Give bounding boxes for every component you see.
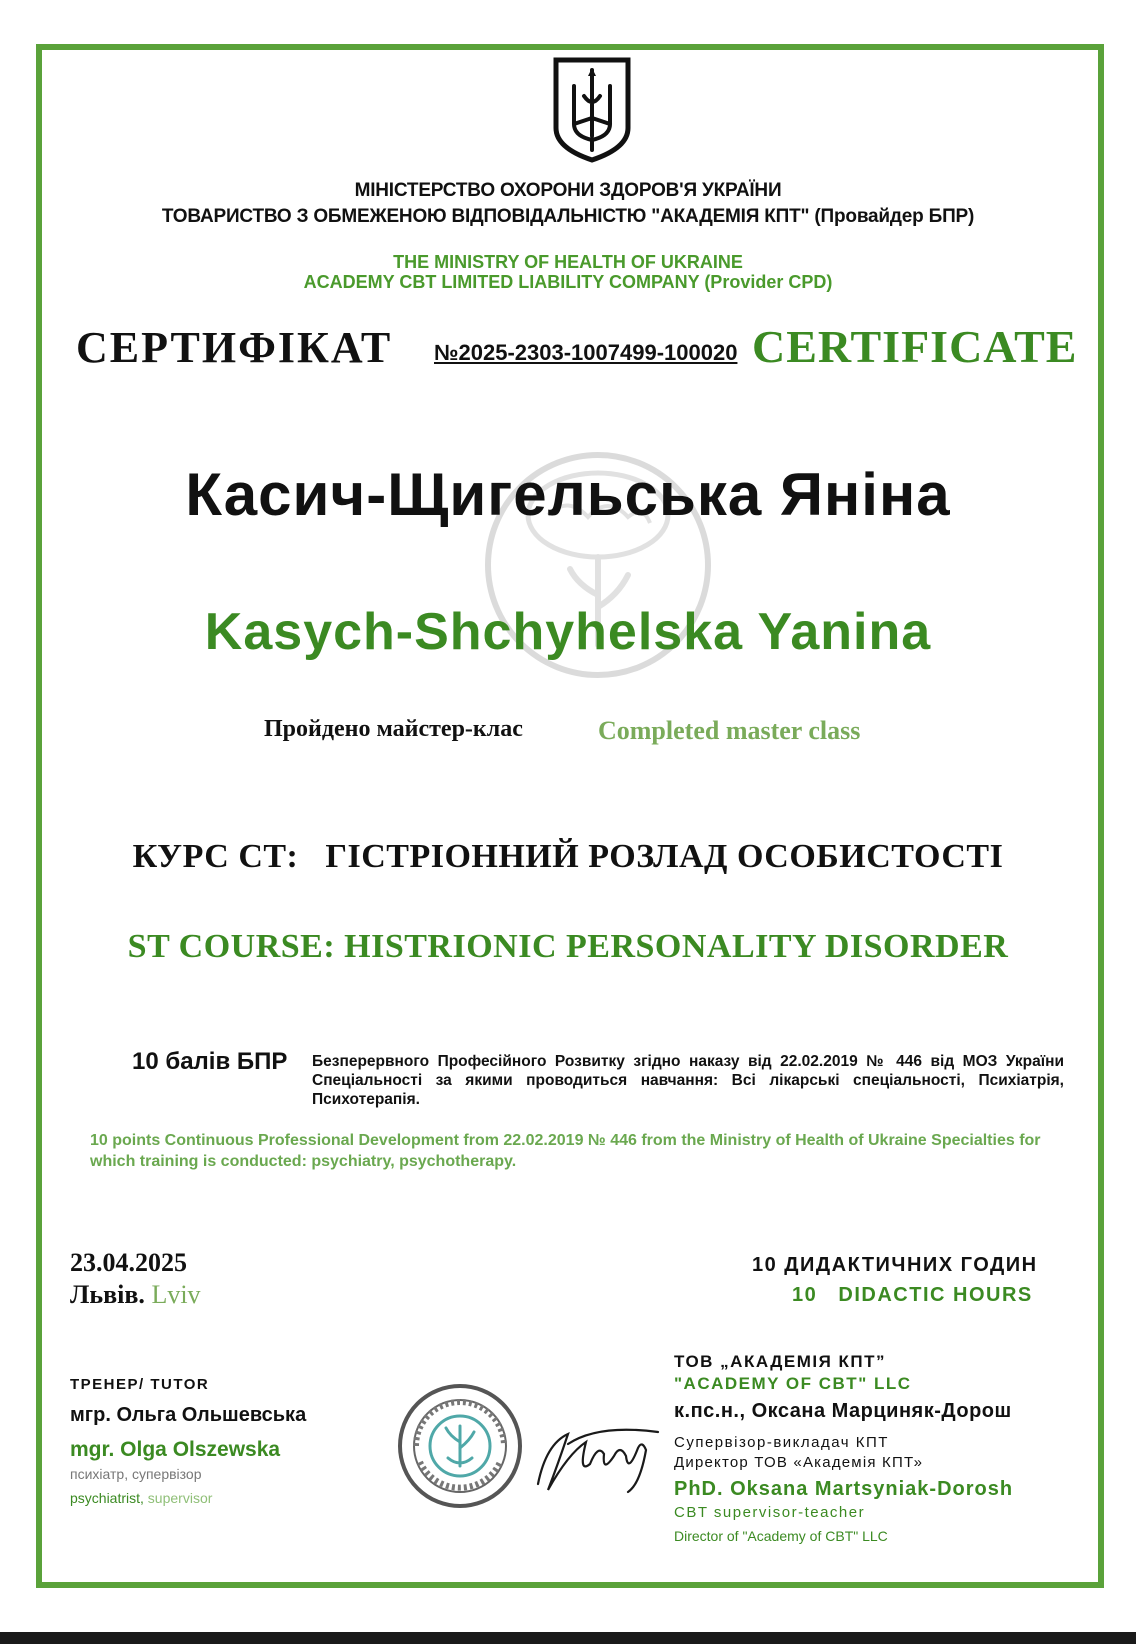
tutor-name-en: mgr. Olga Olszewska [70,1438,281,1461]
points-description-en: 10 points Continuous Professional Development from 22.02.2019 № 446 from the Ministry of Health of Ukraine Specialties for which training is conducted: psychiatry, psychotherapy. [90,1132,1041,1170]
director-role-en-1: CBT supervisor-teacher [674,1504,866,1521]
tutor-role-en-b: supervisor [143,1490,213,1506]
company-ua: ТОВАРИСТВО З ОБМЕЖЕНОЮ ВІДПОВІДАЛЬНІСТЮ "АКАДЕМІЯ КПТ" (Провайдер БПР) [161,206,975,227]
company-en: ACADEMY CBT LIMITED LIABILITY COMPANY (Provider CPD) [303,272,833,292]
director-signature-icon [528,1404,668,1500]
points-description-ua: Безперервного Професійного Розвитку згідно наказу від 22.02.2019 № 446 від МОЗ України Спеціальності за якими проводиться навчання: Всі лікарські спеціальності, Психіатрія, Психотерапія. [312,1053,1064,1108]
tutor-name-ua: мгр. Ольга Ольшевська [70,1404,307,1426]
tutor-role-en [70,1490,212,1506]
course-title-en: ST COURSE: HISTRIONIC PERSONALITY DISORDER [127,928,1009,965]
tutor-role-en-a: psychiatrist, [70,1490,144,1506]
director-org-en: "ACADEMY OF CBT" LLC [674,1374,912,1393]
certificate-title-en: CERTIFICATE [752,321,1078,372]
completion-ua: Пройдено майстер-клас [264,716,523,742]
course-title-ua: КУРС СТ: ГІСТРІОННИЙ РОЗЛАД ОСОБИСТОСТІ [132,838,1004,875]
company-stamp-icon [396,1382,524,1510]
issue-city-en: Lviv [151,1280,201,1309]
tutor-label: ТРЕНЕР/ TUTOR [70,1376,210,1393]
director-role-ua-1: Супервізор-викладач КПТ [674,1434,889,1451]
certificate-number: №2025-2303-1007499-100020 [434,340,738,365]
recipient-name-en: Kasych-Shchyhelska Yanina [204,603,932,661]
director-name-en: PhD. Oksana Martsyniak-Dorosh [674,1478,1014,1500]
ministry-en: THE MINISTRY OF HEALTH OF UKRAINE [393,252,743,272]
ukraine-trident-emblem-icon [552,56,632,164]
issue-city [70,1280,201,1310]
bottom-bar [0,1632,1136,1644]
certificate-title-ua: СЕРТИФІКАТ [76,323,393,372]
recipient-name-ua: Касич-Щигельська Яніна [185,461,951,528]
completion-en: Completed master class [598,716,861,745]
ministry-ua: МІНІСТЕРСТВО ОХОРОНИ ЗДОРОВ'Я УКРАЇНИ [354,180,782,201]
tutor-role-ua: психіатр, супервізор [70,1466,202,1482]
didactic-hours-ua: 10 ДИДАКТИЧНИХ ГОДИН [752,1254,1038,1276]
director-role-ua-2: Директор ТОВ «Академія КПТ» [674,1454,924,1471]
issue-city-ua: Львів. [70,1280,145,1309]
director-role-en-2: Director of "Academy of CBT" LLC [674,1528,888,1544]
points-label: 10 балів БПР [132,1048,288,1075]
director-org-ua: ТОВ „АКАДЕМІЯ КПТ” [674,1352,886,1371]
didactic-hours-en: 10 DIDACTIC HOURS [792,1284,1033,1306]
issue-date: 23.04.2025 [70,1248,187,1277]
director-name-ua: к.пс.н., Оксана Марциняк-Дорош [674,1400,1012,1422]
